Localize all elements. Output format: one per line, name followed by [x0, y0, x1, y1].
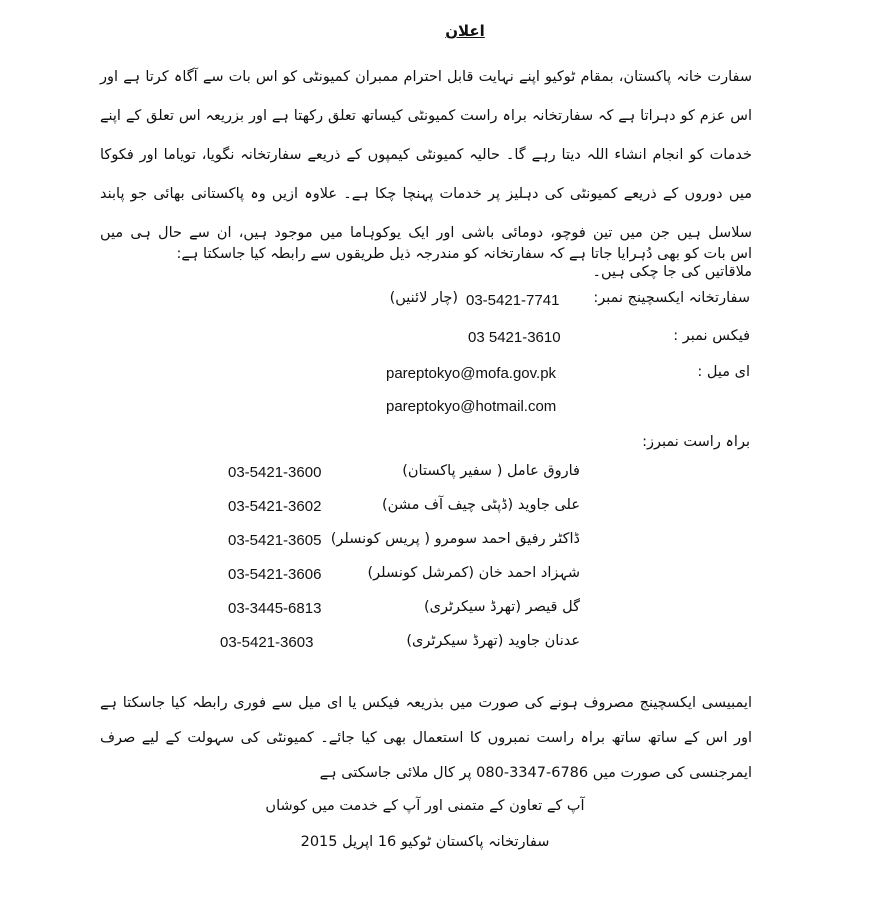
official-name: گل قیصر (تھرڈ سیکرٹری) [423, 599, 580, 615]
signature-line: سفارتخانہ پاکستان ٹوکیو 16 اپریل 2015 [300, 834, 550, 850]
official-phone: 03-5421-3605 [228, 532, 322, 549]
official-name: شہزاد احمد خان (کمرشل کونسلر) [367, 565, 580, 581]
exchange-label: سفارتخانہ ایکسچینج نمبر: [593, 290, 750, 306]
emergency-paragraph: ایمبیسی ایکسچینج مصروف ہونے کی صورت میں بذریعہ فیکس یا ای میل سے فوری رابطہ کیا جاسکتا ہے اور اس کے ساتھ ساتھ براہ راست نمبروں کا استعمال بھی کیا جائے۔ کمیونٹی کی سہولت کے لیے صرف ایمرجنسی کی صورت میں 6786-3347-080 پر کال ملائی جاسکتی ہے [100, 695, 752, 781]
contact-intro: اس بات کو بھی دُہرایا جاتا ہے کہ سفارتخانہ کو مندرجہ ذیل طریقوں سے رابطہ کیا جاسکتا ہے: [176, 246, 752, 262]
page-title: اعلان [445, 22, 485, 40]
official-phone: 03-3445-6813 [228, 600, 322, 617]
official-name: علی جاوید (ڈپٹی چیف آف مشن) [381, 497, 580, 513]
exchange-number: 03-5421-7741 [466, 292, 560, 309]
closing-line: آپ کے تعاون کے متمنی اور آپ کے خدمت میں کوشاں [265, 798, 585, 814]
email-link-1[interactable]: pareptokyo@mofa.gov.pk [386, 365, 557, 382]
exchange-note: (چار لائنیں) [389, 290, 458, 306]
official-phone: 03-5421-3603 [220, 634, 314, 651]
fax-label: فیکس نمبر : [673, 328, 750, 344]
email-link-2[interactable]: pareptokyo@hotmail.com [386, 398, 557, 415]
direct-numbers-label: براہ راست نمبرز: [642, 434, 750, 450]
official-name: عدنان جاوید (تھرڈ سیکرٹری) [406, 633, 580, 649]
fax-number: 03 5421-3610 [468, 329, 561, 346]
official-name: ڈاکٹر رفیق احمد سومرو ( پریس کونسلر) [330, 531, 580, 547]
official-phone: 03-5421-3600 [228, 464, 322, 481]
email-label: ای میل : [697, 364, 750, 380]
intro-paragraph: سفارت خانہ پاکستان، بمقام ٹوکیو اپنے نہایت قابل احترام ممبران کمیونٹی کو اس بات سے آگاہ کرتا ہے اور اس عزم کو دہراتا ہے کہ سفارتخانہ براہ راست کمیونٹی کیساتھ تعلق رکھتا ہے اور بزریعہ اس تعلق کے اپنے خدمات کو انجام انشاء اللہ دیتا رہے گا۔ حالیہ کمیونٹی کیمپوں کے ذریعے سفارتخانہ نگویا، تویاما اور فکوکا میں دوروں کے ذریعے کمیونٹی کی دہلیز پر خدمات پہنچا چکا ہے۔ علاوہ ازیں وہ پاکستانی بھائی جو پابند سلاسل ہیں جن میں تین فوچو، دومائی باشی اور ایک یوکوہاما میں موجود ہیں، ان سے حال ہی میں ملاقاتیں کی جا چکی ہیں۔ [100, 69, 752, 280]
official-phone: 03-5421-3602 [228, 498, 322, 515]
official-name: فاروق عامل ( سفیر پاکستان) [402, 463, 580, 479]
official-phone: 03-5421-3606 [228, 566, 322, 583]
